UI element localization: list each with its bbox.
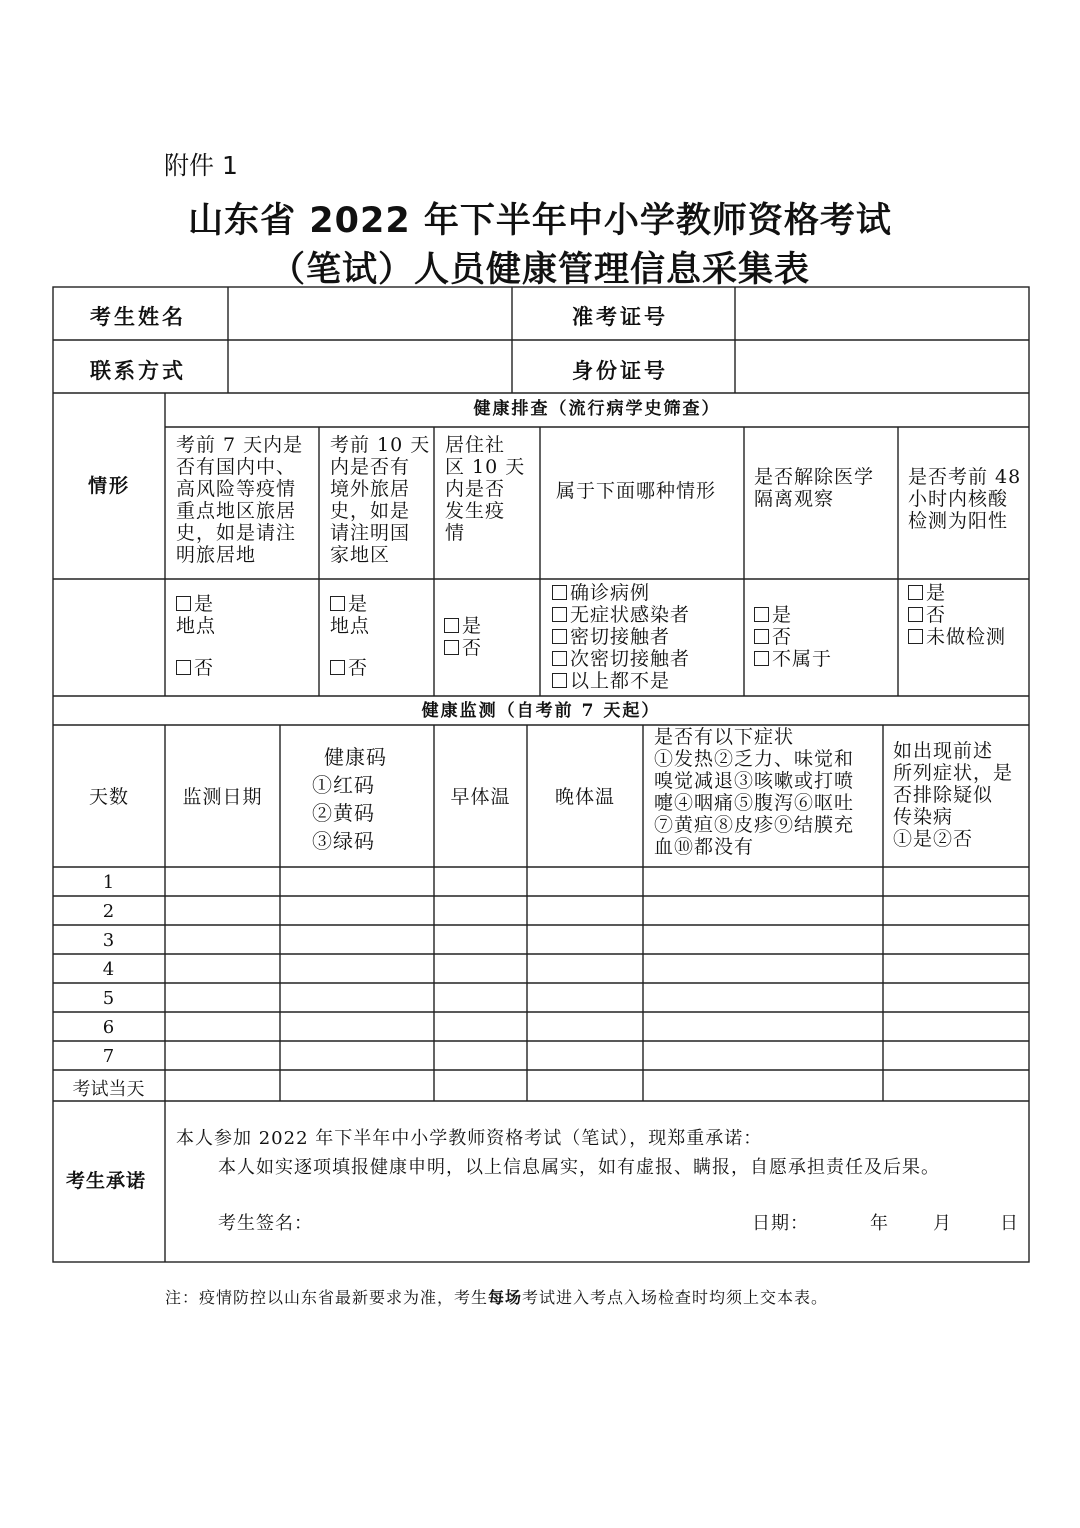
checkbox-option[interactable]: 是: [444, 615, 482, 637]
ticket-number-field[interactable]: [737, 289, 1027, 338]
col-morning-temp: 早体温: [450, 786, 511, 808]
q-community-outbreak: 居住社 区 10 天 内是否 发生疫 情: [445, 434, 526, 544]
day-row-label: 5: [102, 988, 115, 1009]
situation-label: 情形: [88, 475, 131, 497]
pledge-label: 考生承诺: [66, 1170, 147, 1192]
checkbox-option[interactable]: 是: [908, 582, 1006, 604]
checkbox-no[interactable]: 否: [176, 657, 216, 679]
checkbox-option[interactable]: 次密切接触者: [552, 648, 690, 670]
screening-header: 健康排查（流行病学史筛查）: [473, 399, 721, 419]
q-domestic-travel: 考前 7 天内是 否有国内中、 高风险等疫情 重点地区旅居 史，如是请注 明旅居地: [176, 434, 304, 566]
checkbox-yes[interactable]: 是: [176, 593, 216, 615]
footnote: 注：疫情防控以山东省最新要求为准，考生每场考试进入考点入场检查时均须上交本表。: [165, 1288, 829, 1307]
col-health-code: 健康码 ①红码 ②黄码 ③绿码: [312, 745, 387, 853]
day-row-label: 3: [102, 930, 115, 951]
date-month-label: 月: [933, 1213, 952, 1234]
page-subtitle: （笔试）人员健康管理信息采集表: [269, 250, 810, 290]
col-exclude-infection: 如出现前述 所列症状，是 否排除疑似 传染病 ①是②否: [893, 740, 1014, 850]
checkbox-option[interactable]: 未做检测: [908, 626, 1006, 648]
checkbox-option[interactable]: 否: [908, 604, 1006, 626]
id-number-label: 身份证号: [572, 358, 668, 383]
page-title: 山东省 2022 年下半年中小学教师资格考试: [188, 201, 892, 241]
q-case-type: 属于下面哪种情形: [556, 480, 717, 502]
day-row-label: 6: [102, 1017, 115, 1038]
checkbox-option[interactable]: 是: [754, 604, 832, 626]
col3-options: [444, 615, 482, 659]
checkbox-option[interactable]: 不属于: [754, 648, 832, 670]
date-day-label: 日: [1000, 1213, 1019, 1234]
col6-options: [908, 582, 1006, 648]
col-monitor-date: 监测日期: [182, 786, 263, 808]
col5-options: [754, 604, 832, 670]
pledge-line-1: 本人参加 2022 年下半年中小学教师资格考试（笔试），现郑重承诺：: [176, 1128, 763, 1149]
col2-options: [330, 593, 370, 679]
col-evening-temp: 晚体温: [554, 786, 615, 808]
contact-field[interactable]: [230, 342, 510, 391]
q-overseas-travel: 考前 10 天 内是否有 境外旅居 史，如是 请注明国 家地区: [330, 434, 431, 566]
checkbox-no[interactable]: 否: [330, 657, 370, 679]
ticket-number-label: 准考证号: [572, 304, 668, 329]
signature-label: 考生签名：: [218, 1213, 313, 1234]
name-label: 考生姓名: [90, 304, 186, 329]
day-row-label: 1: [102, 872, 115, 893]
checkbox-option[interactable]: 以上都不是: [552, 670, 690, 692]
checkbox-option[interactable]: 确诊病例: [552, 582, 690, 604]
checkbox-option[interactable]: 密切接触者: [552, 626, 690, 648]
date-year-label: 年: [870, 1213, 889, 1234]
contact-label: 联系方式: [90, 358, 186, 383]
day-row-label: 7: [102, 1046, 115, 1067]
attachment-label: 附件 1: [164, 151, 238, 180]
id-number-field[interactable]: [737, 342, 1027, 391]
date-label: 日期：: [752, 1213, 809, 1234]
checkbox-option[interactable]: 否: [444, 637, 482, 659]
q-quarantine-release: 是否解除医学 隔离观察: [754, 466, 875, 510]
place-label: 地点: [176, 615, 217, 637]
monitoring-header: 健康监测（自考前 7 天起）: [421, 701, 661, 721]
signature-field[interactable]: [320, 1208, 700, 1238]
checkbox-yes[interactable]: 是: [330, 593, 370, 615]
day-row-label: 2: [102, 901, 115, 922]
col4-options: [552, 582, 690, 692]
checkbox-option[interactable]: 否: [754, 626, 832, 648]
pledge-line-2: 本人如实逐项填报健康申明，以上信息属实，如有虚报、瞒报，自愿承担责任及后果。: [218, 1157, 940, 1178]
col-symptoms: 是否有以下症状 ①发热②乏力、味觉和 嗅觉减退③咳嗽或打喷 嚏④咽痛⑤腹泻⑥呕吐 ⑦黄疸⑧皮疹⑨结膜充 血⑩都没有: [654, 726, 855, 858]
name-field[interactable]: [230, 289, 510, 338]
col-days: 天数: [88, 786, 129, 808]
day-row-label: 4: [102, 959, 115, 980]
checkbox-option[interactable]: 无症状感染者: [552, 604, 690, 626]
col1-options: [176, 593, 216, 679]
place-label: 地点: [330, 615, 371, 637]
exam-day-row-label: 考试当天: [72, 1079, 145, 1100]
q-nucleic-test: 是否考前 48 小时内核酸 检测为阳性: [908, 466, 1022, 532]
